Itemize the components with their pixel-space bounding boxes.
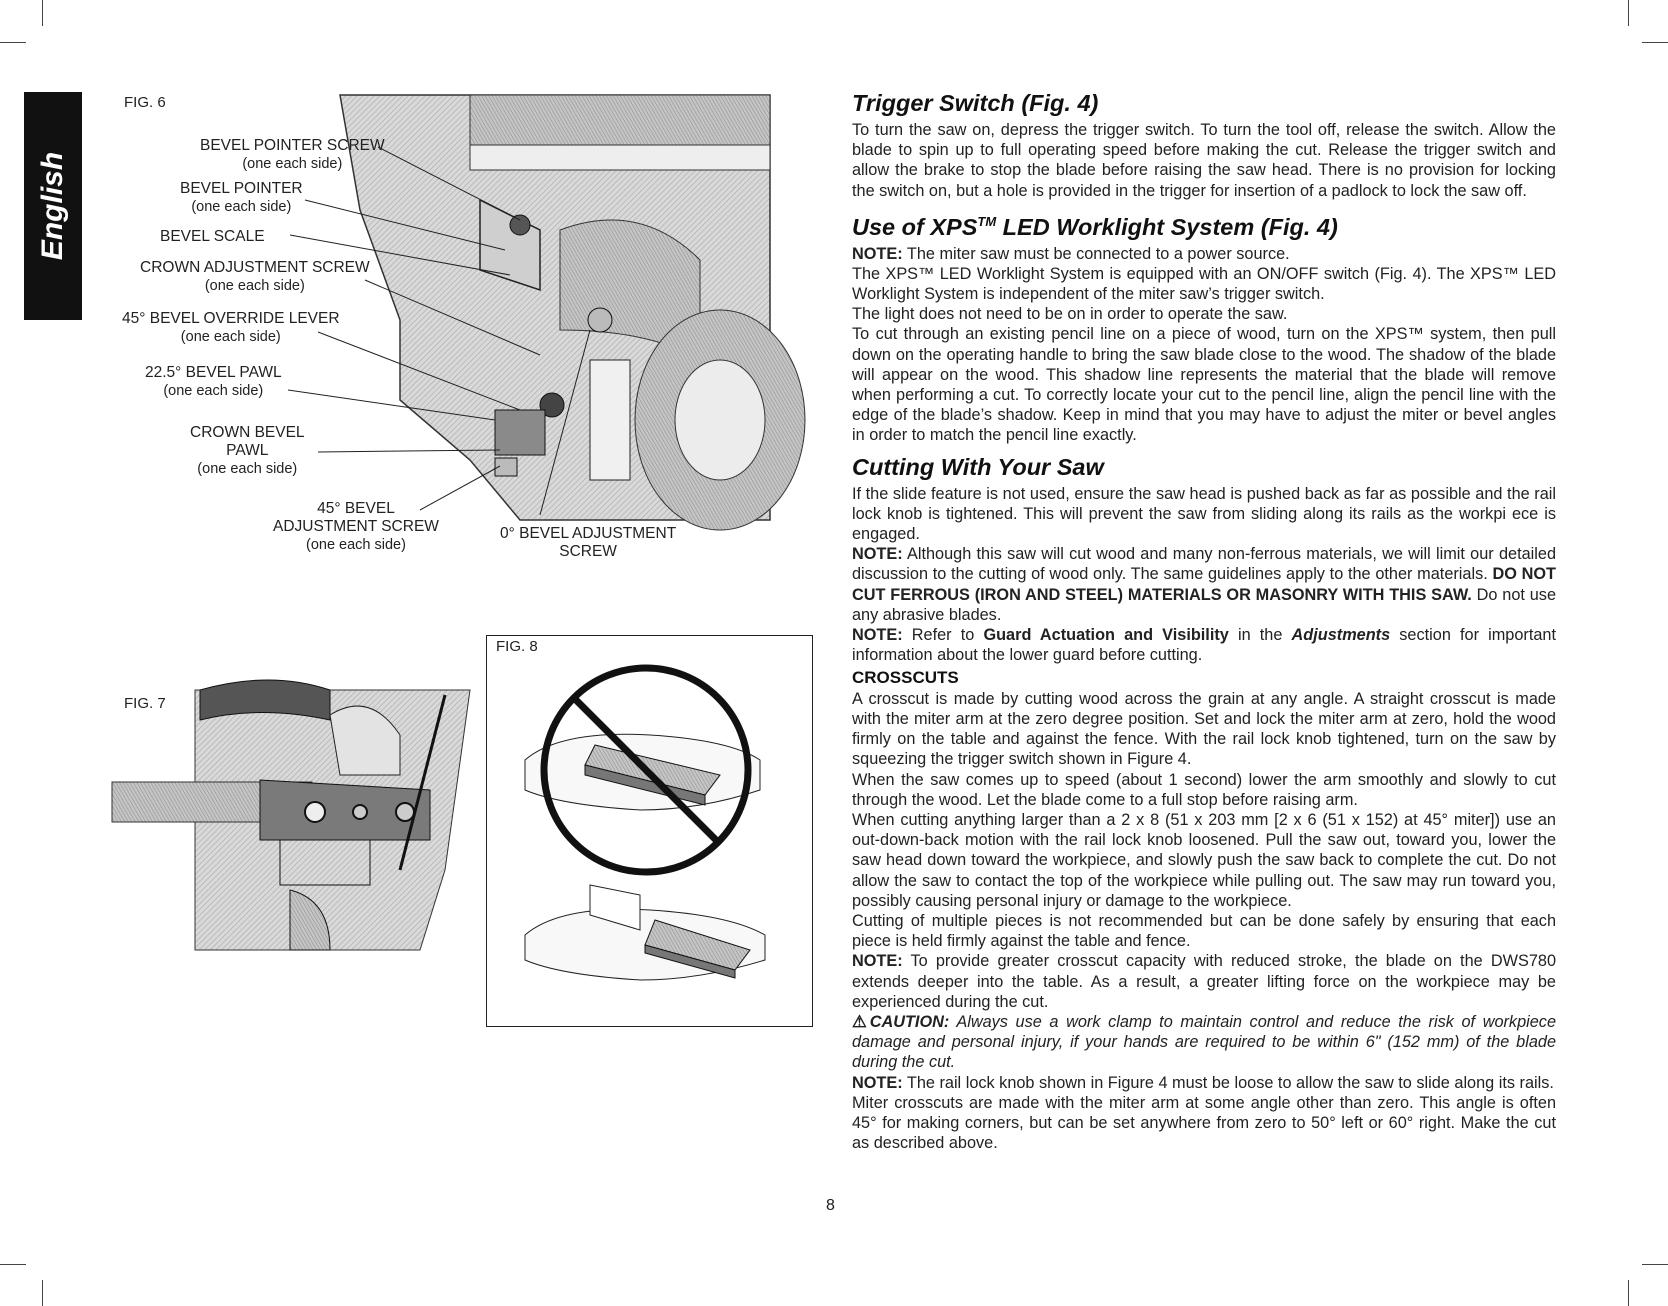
callout-22-5-bevel-pawl (145, 364, 282, 400)
crosscuts-note (852, 951, 1556, 1012)
callout-bevel-scale (160, 228, 265, 246)
note-label: NOTE: (852, 545, 903, 564)
heading-xps-worklight (852, 207, 1556, 242)
heading-xps-trademark: TM (977, 213, 997, 229)
heading-crosscuts: CROSSCUTS (852, 667, 959, 687)
note-tail: Do not use any abrasive blades. (852, 585, 1556, 624)
callout-crown-adjustment-screw (140, 259, 370, 295)
heading-trigger-switch: Trigger Switch (Fig. 4) (852, 90, 1099, 116)
note-label: NOTE: (852, 626, 903, 645)
callout-title: 45° BEVEL OVERRIDE LEVER (122, 310, 340, 327)
caution-text: Always use a work clamp to maintain control and reduce the risk of workpiece damage and personal injury, if your hands are required to be within 6" (152 mm) of the blade during the cut. (852, 1012, 1556, 1072)
heading-cutting-with-saw: Cutting With Your Saw (852, 453, 1104, 480)
note-label: NOTE: (852, 952, 903, 971)
language-tab-label: English (36, 151, 69, 261)
note-text: in the (1228, 626, 1292, 645)
callout-title: BEVEL SCALE (160, 228, 265, 245)
note-text: section for important information about the lower guard before cutting. (852, 626, 1556, 665)
callout-title: 0° BEVEL ADJUSTMENT (500, 525, 677, 542)
callout-bevel-pointer (180, 180, 303, 216)
fig8-label: FIG. 8 (496, 638, 538, 655)
crosscuts-paragraph-1: A crosscut is made by cutting wood across the grain at any angle. A straight crosscut is made with the miter arm at the zero degree position. Set and lock the miter arm at zero, hold the wood firmly on the table and against the fence. With the rail lock knob tightened, turn on the saw by squeezing the trigger switch shown in Figure 4. (852, 689, 1556, 769)
cutting-paragraph-1: If the slide feature is not used, ensure the saw head is pushed back as far as possible and the rail lock knob is tightened. This will prevent the saw from sliding along its rails as the workpi ece is engaged. (852, 484, 1556, 544)
note-text: Refer to (902, 626, 984, 645)
xps-paragraph-1: The XPS™ LED Worklight System is equipped with an ON/OFF switch (Fig. 4). The XPS™ LED Worklight System is independent of the miter saw’s trigger switch. (852, 264, 1556, 304)
fig7-label: FIG. 7 (124, 695, 166, 712)
callout-0-bevel-adjustment-screw (500, 525, 676, 561)
callout-sub: (one each side) (197, 461, 298, 477)
crosscuts-paragraph-5: Miter crosscuts are made with the miter arm at some angle other than zero. This angle is often 45° for making corners, but can be set anywhere from zero to 50° left or 60° right. Make the cut as described above. (852, 1093, 1556, 1153)
caution-label: CAUTION: (869, 1012, 950, 1031)
callout-title: 22.5° BEVEL PAWL (145, 364, 282, 381)
xps-paragraph-3: To cut through an existing pencil line on a piece of wood, turn on the XPS™ system, then pull down on the operating handle to bring the saw blade close to the wood. The shadow of the blade will appear on the wood. This shadow line represents the material that the blade will remove when performing a cut. To correctly locate your cut to the pencil line, align the pencil line with the edge of the blade’s shadow. Keep in mind that you may have to adjust the miter or bevel angles in order to match the pencil line exactly. (852, 325, 1556, 445)
instructions-column (852, 88, 1556, 1153)
fig8-frame (486, 635, 813, 1027)
callout-sub: (one each side) (204, 278, 305, 294)
note-text: The rail lock knob shown in Figure 4 must be loose to allow the saw to slide along its rails. (902, 1073, 1554, 1092)
cutting-note-1 (852, 544, 1556, 625)
heading-xps-part-a: Use of XPS (852, 213, 978, 240)
page-number: 8 (826, 1197, 835, 1214)
note-text: To provide greater crosscut capacity with reduced stroke, the blade on the DWS780 extends deeper into the table. As a result, a greater lifting force on the workpiece may be experienced during the cut. (852, 952, 1556, 1011)
crosscuts-paragraph-3: When cutting anything larger than a 2 x 8 (51 x 203 mm [2 x 6 (51 x 152) at 45° miter]) use an out-down-back motion with the rail lock knob loosened. Pull the saw out, toward you, lower the saw head down toward the workpiece, and slowly push the saw back to complete the cut. Do not allow the saw to contact the top of the workpiece while pulling out. The saw may run toward you, possibly causing personal injury or damage to the workpiece. (852, 810, 1556, 910)
callout-sub: (one each side) (191, 199, 292, 215)
callout-title: 45° BEVEL (317, 500, 395, 517)
warning-icon: ⚠ (852, 1012, 870, 1031)
callout-title-2: ADJUSTMENT SCREW (273, 518, 439, 535)
crosscuts-paragraph-4: Cutting of multiple pieces is not recommended but can be done safely by ensuring that each piece is held firmly against the table and fence. (852, 911, 1556, 951)
callout-sub: (one each side) (305, 537, 406, 553)
cutting-note-2 (852, 625, 1556, 665)
fig7-illustration (112, 680, 470, 950)
callout-title-2: SCREW (559, 543, 617, 560)
note-section-ref: Adjustments (1291, 626, 1391, 645)
callout-sub: (one each side) (163, 383, 264, 399)
fig6-label: FIG. 6 (124, 94, 166, 111)
note-label: NOTE: (852, 244, 903, 263)
callout-45-bevel-adjustment-screw (273, 500, 439, 554)
callout-title: BEVEL POINTER (180, 180, 303, 197)
callout-crown-bevel-pawl (190, 424, 305, 478)
note-text: Although this saw will cut wood and many non-ferrous materials, we will limit our detailed discussion to the cutting of wood only. The same guidelines apply to the other materials. (852, 545, 1556, 584)
callout-bevel-pointer-screw (200, 137, 385, 173)
crosscuts-paragraph-2: When the saw comes up to speed (about 1 second) lower the arm smoothly and slowly to cut through the wood. Let the blade come to a full stop before raising arm. (852, 770, 1556, 809)
crosscuts-note-2 (852, 1073, 1556, 1093)
callout-title-2: PAWL (226, 442, 269, 459)
heading-xps-part-b: LED Worklight System (Fig. 4) (996, 213, 1338, 240)
callout-title: CROWN ADJUSTMENT SCREW (140, 259, 370, 276)
xps-paragraph-2: The light does not need to be on in order to operate the saw. (852, 305, 1288, 324)
callout-sub: (one each side) (180, 329, 281, 345)
callout-sub: (one each side) (242, 156, 343, 172)
note-label: NOTE: (852, 1073, 903, 1092)
note-warning: DO NOT CUT FERROUS (IRON AND STEEL) MATERIALS OR MASONRY WITH THIS SAW. (852, 565, 1556, 604)
callout-title: BEVEL POINTER SCREW (200, 137, 385, 154)
xps-note (852, 244, 1556, 264)
callout-45-bevel-override-lever (122, 310, 340, 346)
crosscuts-caution (852, 1012, 1556, 1073)
note-text: The miter saw must be connected to a power source. (902, 244, 1290, 263)
note-reference: Guard Actuation and Visibility (983, 626, 1229, 645)
callout-title: CROWN BEVEL (190, 424, 305, 441)
trigger-body: To turn the saw on, depress the trigger switch. To turn the tool off, release the switch. Allow the blade to spin up to full operating speed before making the cut. Release the trigger switch and allow the brake to stop the blade before raising the saw head. There is no provision for locking the switch on, but a hole is provided in the trigger for insertion of a padlock to lock the saw off. (852, 121, 1556, 200)
